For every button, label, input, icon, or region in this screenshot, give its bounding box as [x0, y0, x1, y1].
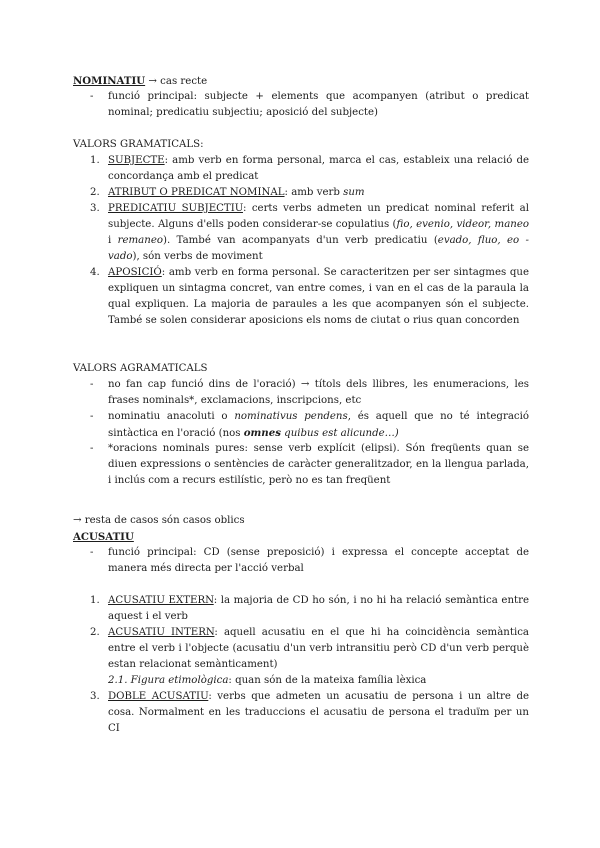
term: SUBJECTE [108, 155, 165, 166]
term: ACUSATIU INTERN [108, 627, 215, 638]
section-title-valors-agramaticals: VALORS AGRAMATICALS [73, 363, 208, 374]
nominatiu-heading: NOMINATIU [73, 75, 146, 87]
acusatiu-heading: ACUSATIU [73, 531, 134, 543]
nominatiu-heading-line [73, 73, 529, 90]
section-title-valors-gramaticals: VALORS GRAMATICALS: [73, 139, 204, 150]
term: APOSICIÓ [108, 267, 162, 278]
casos-oblics-note: → resta de casos són casos oblics [73, 515, 245, 526]
term: ACUSATIU EXTERN [108, 595, 214, 606]
term: PREDICATIU SUBJECTIU [108, 203, 243, 214]
term: ATRIBUT O PREDICAT NOMINAL [108, 187, 285, 198]
bullet-text: funció principal: subjecte + elements que acompanyen (atribut o predicat nominal; predicatiu subjectiu; aposició del subjecte) [108, 91, 529, 118]
document-page: NOMINATIU → cas recte - funció principal: subjecte + elements que acompanyen (atribut o predicat nominal; predicatiu subjectiu; aposició del subjecte) VALORS GRAMATICALS: 1. SUBJECTE: amb verb en forma personal, marca el cas, estableix una relació de concordança amb el predicat 2. ATRIBUT O PREDICAT NOMINAL: amb verb sum 3. PREDICATIU SUBJECTIU: certs verbs admeten un predicat nominal referit al subjecte. Alguns d'ells poden considerar-se copulatius (fio, evenio, videor, maneo i remaneo). També van acompanyats d'un verb predicatiu (evado, fluo, eo - vado), són verbs de moviment 4. APOSICIÓ: amb verb en forma personal. Se caracteritzen per ser sintagmes que expliquen un sintagma concret, van entre comes, i van en el cas de la paraula la qual expliquen. La majoria de paraules a les que acompanyen són el subjecte. També se solen considerar aposicions els noms de ciutat o rius quan concorden VALORS AGRAMATICALS - no fan cap funció dins de l'oració) → títols dels llibres, les enumeracions, les frases nominals*, exclamacions, inscripcions, etc - nominatiu anacoluti o nominativus pendens, és aquell que no té integració sintàctica en l'oració (nos omnes quibus est alicunde…) - *oracions nominals pures: sense verb explícit (elipsi). Són freqüents quan se diuen expressions o sentències de caràcter generalitzador, en la llengua parlada, i inclús com a recurs estilístic, però no es tan freqüent → resta de casos són casos oblics ACUSATIU - funció principal: CD (sense preposició) i expressa el concepte acceptat de manera més directa per l'acció verbal 1. ACUSATIU EXTERN: la majoria de CD ho són, i no hi ha relació semàntica entre aquest i el verb 2. ACUSATIU INTERN: aquell acusatiu en el que hi ha coincidència semàntica entre el verb i l'objecte (acusatiu d'un verb intransitiu però CD d'un verb perquè estan relacionat semànticament) 2.1. Figura etimològica: quan són de la mateixa família lèxica 3. DOBLE ACUSATIU: verbs que admeten un acusatiu de persona i un altre de cosa. Normalment en les traduccions el acusatiu de persona el traduïm per un CI [73, 75, 530, 734]
term: DOBLE ACUSATIU [108, 691, 209, 702]
nominatiu-subtitle: cas recte [160, 76, 208, 87]
arrow-icon: → [148, 76, 157, 87]
